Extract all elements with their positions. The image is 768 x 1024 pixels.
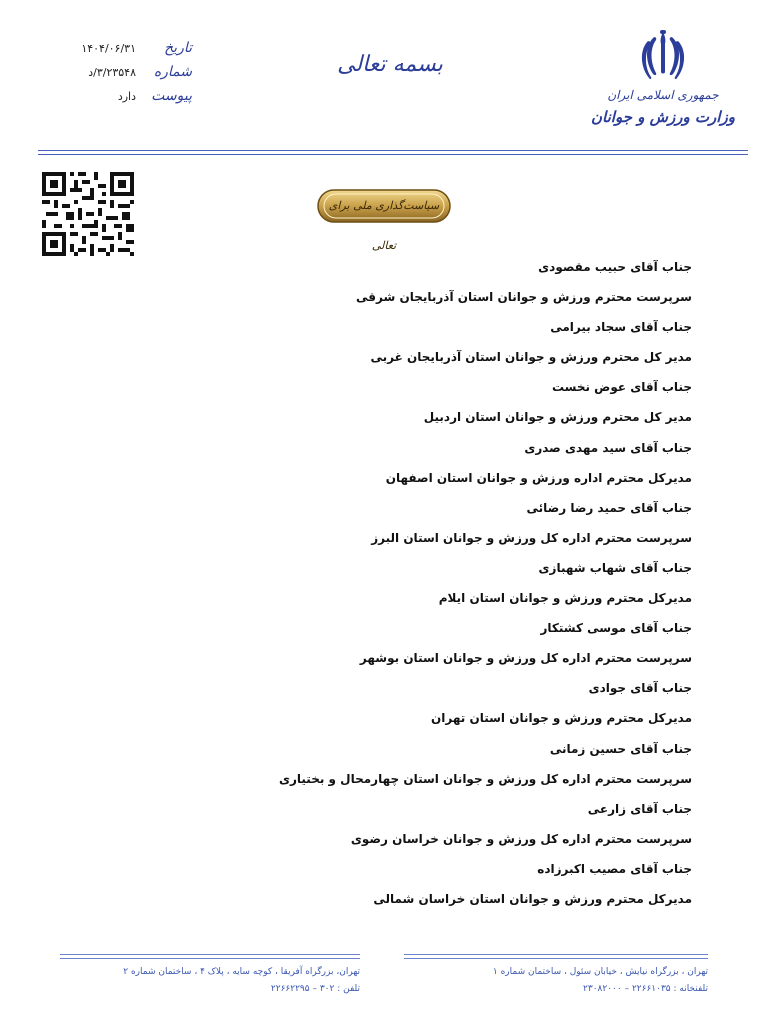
footer-address-1: تهران ، بزرگراه نیایش ، خیابان سئول ، ساختمان شماره ۱	[492, 967, 708, 977]
iran-emblem-icon	[639, 28, 687, 84]
footer-divider-right-secondary	[404, 958, 708, 959]
qr-code-icon	[42, 172, 134, 256]
footer-phone-1: تلفنخانه : ۲۲۶۶۱۰۳۵ – ۲۳۰۸۲۰۰۰	[583, 984, 708, 994]
date-value: ۱۴۰۴/۰۶/۳۱	[81, 42, 136, 55]
ministry-name: وزارت ورزش و جوانان	[591, 108, 735, 126]
footer-address-building-1	[404, 964, 708, 998]
attachment-value: دارد	[117, 90, 136, 103]
footer-address-building-2	[60, 964, 360, 998]
footer-divider-left	[60, 954, 360, 955]
recipient-line: سرپرست محترم اداره کل ورزش و جوانان خراسان رضوی	[350, 831, 692, 846]
header-divider-secondary	[38, 154, 748, 155]
recipient-list	[222, 252, 692, 914]
recipient-line: جناب آقای موسی کشتکار	[540, 621, 692, 636]
besmellah-heading: بسمه تعالی	[337, 52, 443, 77]
recipient-line: جناب آقای حبیب مقصودی	[538, 260, 692, 274]
letterhead-emblem-block	[588, 28, 738, 126]
letter-metadata	[62, 40, 192, 112]
country-name: جمهوری اسلامی ایران	[607, 88, 719, 102]
recipient-line: سرپرست محترم اداره کل ورزش و جوانان استان چهارمحال و بختیاری	[278, 771, 692, 786]
recipient-line: جناب آقای جوادی	[588, 681, 692, 696]
recipient-line: سرپرست محترم ورزش و جوانان استان آذربایجان شرقی	[356, 290, 692, 305]
recipient-line: سرپرست محترم اداره کل ورزش و جوانان استان البرز	[371, 530, 692, 545]
recipient-line: سرپرست محترم اداره کل ورزش و جوانان استان بوشهر	[359, 651, 692, 666]
recipient-line: مدیر کل محترم ورزش و جوانان استان اردبیل	[423, 410, 692, 425]
footer-divider-right	[404, 954, 708, 955]
recipient-line: جناب آقای شهاب شهبازی	[538, 560, 692, 575]
attachment-row	[62, 88, 192, 112]
recipient-line: مدیرکل محترم ورزش و جوانان استان تهران	[431, 711, 692, 726]
recipient-line: جناب آقای سید مهدی صدری	[524, 440, 692, 455]
recipient-line: جناب آقای زارعی	[587, 801, 692, 816]
date-label: تاریخ	[164, 40, 192, 56]
footer-address-2: تهران، بزرگراه آفریقا ، کوچه سایه ، پلاک ۴ ، ساختمان شماره ۲	[123, 967, 360, 977]
recipient-line: جناب آقای مصیب اکبرزاده	[537, 861, 692, 876]
date-row	[62, 40, 192, 64]
slogan-badge-text: سیاست‌گذاری ملی برای تعالی	[328, 199, 440, 252]
recipient-line: جناب آقای حسین زمانی	[549, 741, 692, 756]
header-divider	[38, 150, 748, 151]
recipient-line: مدیرکل محترم اداره ورزش و جوانان استان اصفهان	[385, 470, 692, 485]
recipient-line: جناب آقای عوض نخست	[551, 380, 692, 395]
attachment-label: پیوست	[151, 88, 192, 104]
recipient-line: مدیر کل محترم ورزش و جوانان استان آذربایجان غربی	[370, 350, 692, 365]
recipient-line: مدیرکل محترم ورزش و جوانان استان خراسان شمالی	[373, 891, 692, 906]
recipient-line: جناب آقای حمید رضا رضائی	[526, 500, 692, 515]
recipient-line: جناب آقای سجاد بیرامی	[550, 320, 692, 335]
footer-phone-2: تلفن : ۳۰۲ – ۲۲۶۶۲۲۹۵	[270, 984, 360, 994]
number-value: ۳/۲۳۵۴۸/د	[88, 66, 136, 79]
recipient-line: مدیرکل محترم ورزش و جوانان استان ایلام	[438, 591, 692, 606]
number-row	[62, 64, 192, 88]
footer-divider-left-secondary	[60, 958, 360, 959]
number-label: شماره	[153, 64, 192, 80]
